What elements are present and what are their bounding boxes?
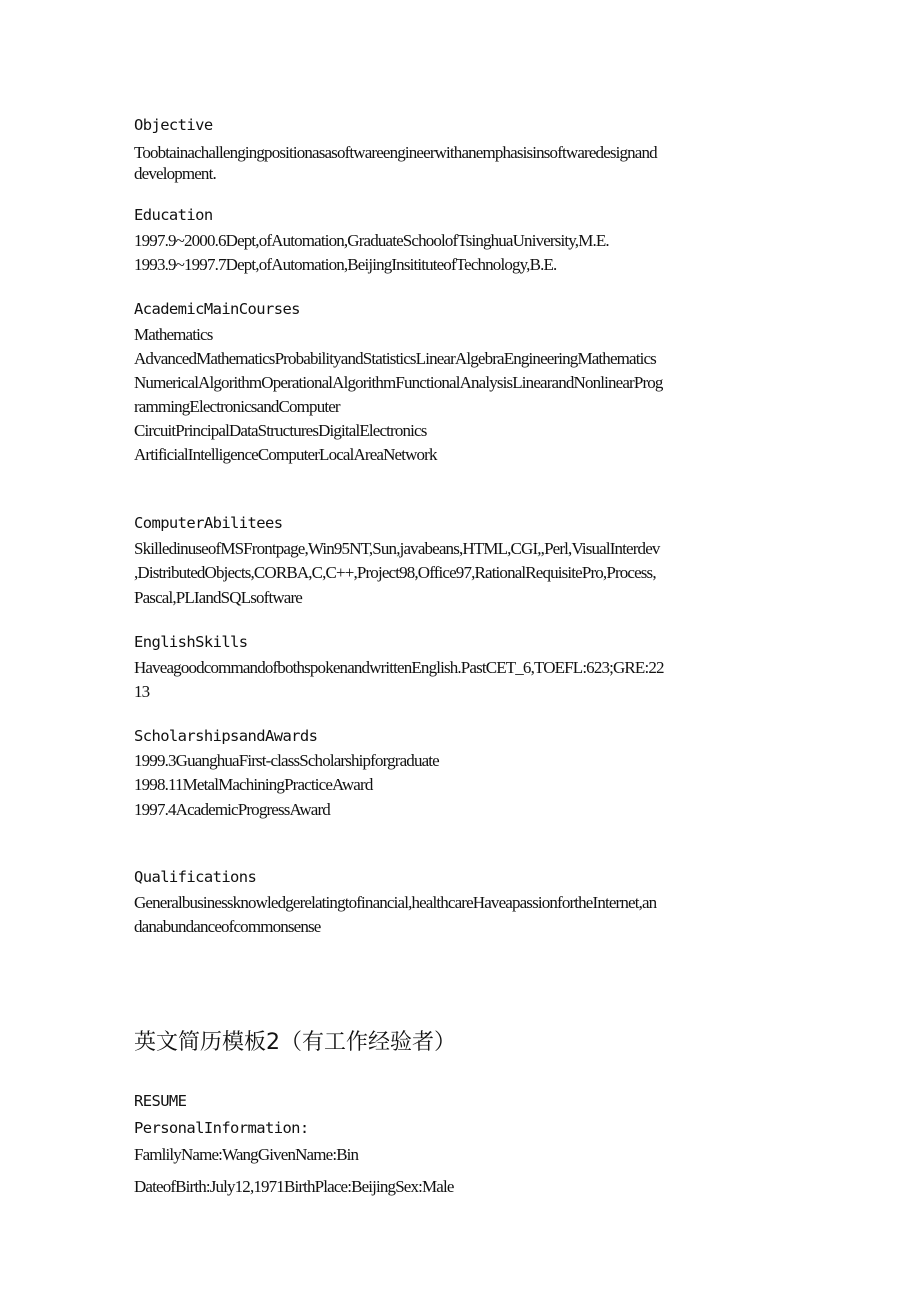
computer-line-1: SkilledinuseofMSFrontpage,Win95NT,Sun,javabeans,HTML,CGI,,Perl,VisualInterdev <box>134 539 660 558</box>
education-heading: Education <box>134 206 213 224</box>
template2-title: 英文简历模板2（有工作经验者） <box>134 1030 456 1055</box>
courses-line-6: ArtificialIntelligenceComputerLocalAreaNetwork <box>134 445 437 464</box>
resume-heading: RESUME <box>134 1092 187 1110</box>
awards-line-3: 1997.4AcademicProgressAward <box>134 800 330 819</box>
courses-line-1: Mathematics <box>134 325 213 344</box>
objective-line-1: Toobtainachallengingpositionasasoftwareengineerwithanemphasisinsoftwaredesignand <box>134 143 657 162</box>
courses-line-2: AdvancedMathematicsProbabilityandStatisticsLinearAlgebraEngineeringMathematics <box>134 349 656 368</box>
computer-heading: ComputerAbilitees <box>134 514 283 532</box>
qualifications-line-2: danabundanceofcommonsense <box>134 917 321 936</box>
education-line-2: 1993.9~1997.7Dept,ofAutomation,BeijingInsitituteofTechnology,B.E. <box>134 255 557 274</box>
english-line-1: HaveagoodcommandofbothspokenandwrittenEnglish.PastCET_6,TOEFL:623;GRE:22 <box>134 658 664 677</box>
objective-line-2: development. <box>134 164 216 183</box>
courses-line-3: NumericalAlgorithmOperationalAlgorithmFunctionalAnalysisLinearandNonlinearProg <box>134 373 663 392</box>
qualifications-heading: Qualifications <box>134 868 257 886</box>
courses-line-5: CircuitPrincipalDataStructuresDigitalElectronics <box>134 421 427 440</box>
computer-line-2: ,DistributedObjects,CORBA,C,C++,Project98,Office97,RationalRequisitePro,Process, <box>134 563 656 582</box>
english-line-2: 13 <box>134 682 150 701</box>
awards-heading: ScholarshipsandAwards <box>134 727 318 745</box>
english-heading: EnglishSkills <box>134 633 248 651</box>
courses-line-4: rammingElectronicsandComputer <box>134 397 340 416</box>
personal-info-heading: PersonalInformation: <box>134 1119 309 1137</box>
awards-line-2: 1998.11MetalMachiningPracticeAward <box>134 775 373 794</box>
awards-line-1: 1999.3GuanghuaFirst-classScholarshipforgraduate <box>134 751 439 770</box>
objective-heading: Objective <box>134 116 213 134</box>
name-line: FamlilyName:WangGivenName:Bin <box>134 1145 359 1164</box>
qualifications-line-1: Generalbusinessknowledgerelatingtofinancial,healthcareHaveapassionfortheInternet,an <box>134 893 657 912</box>
courses-heading: AcademicMainCourses <box>134 300 300 318</box>
birth-line: DateofBirth:July12,1971BirthPlace:BeijingSex:Male <box>134 1177 454 1196</box>
education-line-1: 1997.9~2000.6Dept,ofAutomation,GraduateSchoolofTsinghuaUniversity,M.E. <box>134 231 609 250</box>
computer-line-3: Pascal,PLIandSQLsoftware <box>134 588 302 607</box>
